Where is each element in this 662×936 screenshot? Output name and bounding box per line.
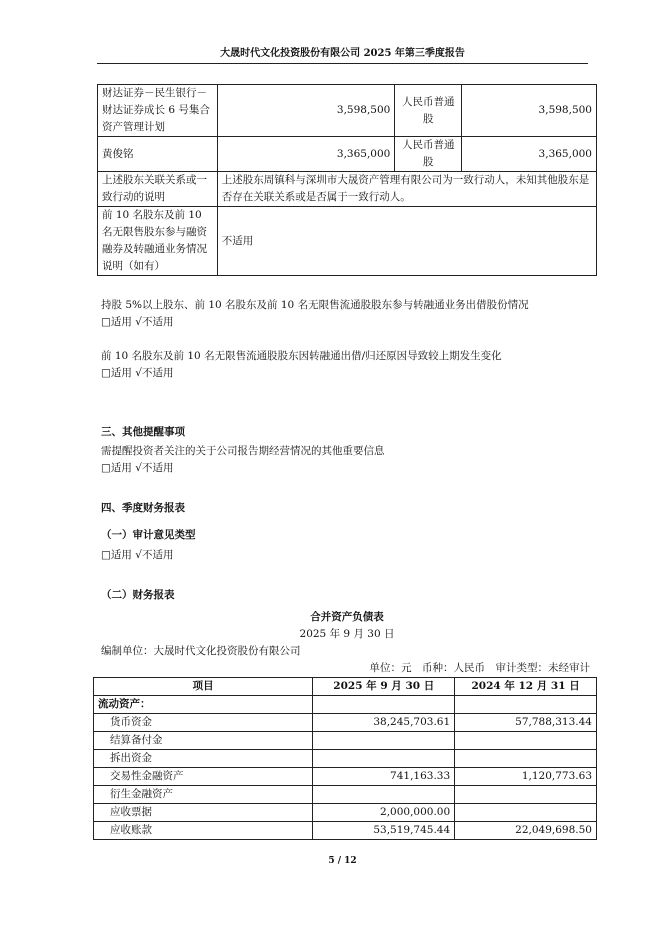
row-item: 衍生金融资产 bbox=[94, 786, 313, 804]
row-value-prior bbox=[455, 786, 597, 804]
table-row bbox=[94, 822, 597, 840]
change-options: □适用 √不适用 bbox=[101, 367, 174, 379]
relation-label: 上述股东关联关系或一致行动的说明 bbox=[98, 172, 218, 207]
audit-opinion-heading: （一）审计意见类型 bbox=[101, 529, 196, 541]
table-row bbox=[98, 172, 597, 207]
row-item: 应收账款 bbox=[94, 822, 313, 840]
row-value-prior bbox=[455, 750, 597, 768]
row-value-current: 741,163.33 bbox=[313, 768, 455, 786]
row-value-current bbox=[313, 732, 455, 750]
shareholder-name: 黄俊铭 bbox=[98, 137, 218, 172]
row-value-current bbox=[313, 786, 455, 804]
row-item: 拆出资金 bbox=[94, 750, 313, 768]
table-row bbox=[94, 768, 597, 786]
row-value-current: 53,519,745.44 bbox=[313, 822, 455, 840]
balance-sheet-date: 2025 年 9 月 30 日 bbox=[299, 628, 395, 640]
balance-sheet-company: 编制单位：大晟时代文化投资股份有限公司 bbox=[101, 645, 301, 657]
section-label: 流动资产： bbox=[94, 696, 313, 714]
share-type: 人民币普通股 bbox=[395, 137, 462, 172]
section3-heading: 三、其他提醒事项 bbox=[101, 426, 185, 438]
page-number: 5 / 12 bbox=[328, 856, 357, 866]
balance-sheet-table bbox=[93, 677, 597, 840]
column-header-prior: 2024 年 12 月 31 日 bbox=[455, 678, 597, 696]
column-header-item: 项目 bbox=[94, 678, 313, 696]
table-row bbox=[94, 732, 597, 750]
page-header: 大晟时代文化投资股份有限公司 2025 年第三季度报告 bbox=[97, 44, 588, 64]
balance-sheet-unit: 单位：元 币种：人民币 审计类型：未经审计 bbox=[369, 662, 590, 674]
table-row bbox=[98, 137, 597, 172]
relation-text: 上述股东周镇科与深圳市大晟资产管理有限公司为一致行动人，未知其他股东是否存在关联关系或是否属于一致行动人。 bbox=[217, 172, 596, 207]
sec-lending-title: 持股 5%以上股东、前 10 名股东及前 10 名无限售流通股股东参与转融通业务出借股份情况 bbox=[101, 299, 529, 311]
row-item: 应收票据 bbox=[94, 804, 313, 822]
shareholder-table bbox=[97, 84, 597, 276]
row-value-prior: 22,049,698.50 bbox=[455, 822, 597, 840]
table-row bbox=[98, 207, 597, 276]
row-item: 结算备付金 bbox=[94, 732, 313, 750]
section3-text: 需提醒投资者关注的关于公司报告期经营情况的其他重要信息 bbox=[101, 445, 385, 457]
row-value-prior bbox=[455, 804, 597, 822]
table-row bbox=[94, 750, 597, 768]
financial-statements-heading: （二）财务报表 bbox=[101, 589, 175, 601]
share-type-quantity: 3,365,000 bbox=[462, 137, 597, 172]
table-row bbox=[94, 786, 597, 804]
share-type-quantity: 3,598,500 bbox=[462, 85, 597, 137]
row-item: 货币资金 bbox=[94, 714, 313, 732]
table-row bbox=[94, 804, 597, 822]
shareholder-name: 财达证券－民生银行－财达证券成长 6 号集合资产管理计划 bbox=[98, 85, 218, 137]
share-type: 人民币普通股 bbox=[395, 85, 462, 137]
column-header-current: 2025 年 9 月 30 日 bbox=[313, 678, 455, 696]
audit-opinion-options: □适用 √不适用 bbox=[101, 549, 174, 561]
section3-options: □适用 √不适用 bbox=[101, 462, 174, 474]
row-item: 交易性金融资产 bbox=[94, 768, 313, 786]
section4-heading: 四、季度财务报表 bbox=[101, 502, 185, 514]
row-value-current: 38,245,703.61 bbox=[313, 714, 455, 732]
margin-note-text: 不适用 bbox=[217, 207, 596, 276]
sec-lending-options: □适用 √不适用 bbox=[101, 316, 174, 328]
row-value-prior bbox=[455, 732, 597, 750]
empty-cell bbox=[313, 696, 455, 714]
row-value-current bbox=[313, 750, 455, 768]
shareholder-quantity: 3,598,500 bbox=[217, 85, 395, 137]
row-value-current: 2,000,000.00 bbox=[313, 804, 455, 822]
table-row bbox=[94, 696, 597, 714]
row-value-prior: 57,788,313.44 bbox=[455, 714, 597, 732]
margin-note-label: 前 10 名股东及前 10 名无限售股东参与融资融券及转融通业务情况说明（如有） bbox=[98, 207, 218, 276]
row-value-prior: 1,120,773.63 bbox=[455, 768, 597, 786]
table-header-row bbox=[94, 678, 597, 696]
table-row bbox=[98, 85, 597, 137]
table-row bbox=[94, 714, 597, 732]
empty-cell bbox=[455, 696, 597, 714]
shareholder-quantity: 3,365,000 bbox=[217, 137, 395, 172]
change-title: 前 10 名股东及前 10 名无限售流通股股东因转融通出借/归还原因导致较上期发生变化 bbox=[101, 350, 502, 362]
balance-sheet-title: 合并资产负债表 bbox=[310, 611, 384, 623]
